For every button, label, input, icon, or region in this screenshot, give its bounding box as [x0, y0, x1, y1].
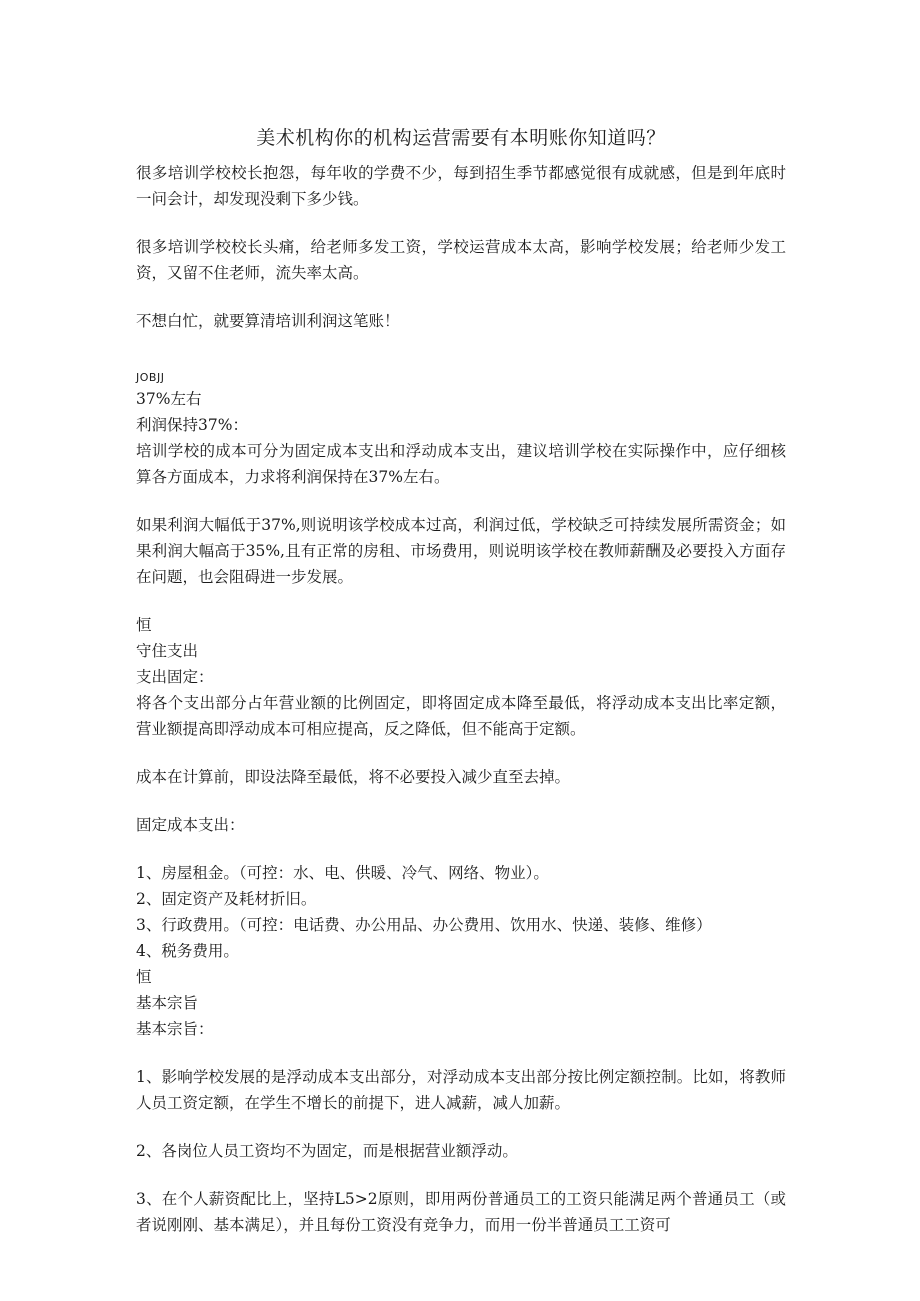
spacer [136, 490, 786, 512]
paragraph-intro-complaint: 很多培训学校校长抱怨，每年收的学费不少，每到招生季节都感觉很有成就感，但是到年底时一问会计，却发现没剩下多少钱。 [136, 164, 786, 208]
heading-37-percent: 37%左右 [136, 390, 202, 408]
spacer [136, 790, 786, 812]
section-marker-heng: 恒 [136, 968, 152, 986]
document-page [136, 126, 786, 1238]
spacer [136, 286, 786, 308]
heading-basic-principle: 基本宗旨 [136, 994, 199, 1012]
paragraph-minimize-cost: 成本在计算前，即设法降至最低，将不必要投入减少直至去掉。 [136, 768, 571, 786]
spacer [136, 212, 786, 234]
paragraph-intro-headache: 很多培训学校校长头痛，给老师多发工资，学校运营成本太高，影响学校发展；给老师少发工资，又留不住老师，流失率太高。 [136, 238, 786, 282]
section-marker-heng: 恒 [136, 616, 152, 634]
spacer [136, 590, 786, 612]
list-item: 1、房屋租金。（可控：水、电、供暖、冷气、网络、物业）。 [136, 864, 549, 882]
document-title: 美术机构你的机构运营需要有本明账你知道吗？ [256, 127, 666, 149]
list-item: 4、税务费用。 [136, 942, 239, 960]
heading-zhichu-guding: 支出固定： [136, 668, 214, 686]
section-label-jobjj: JOBJJ [136, 371, 165, 384]
paragraph-intro-callout: 不想白忙，就要算清培训利润这笔账！ [136, 312, 400, 330]
spacer [136, 742, 786, 764]
list-item: 3、行政费用。（可控：电话费、办公用品、办公费用、饮用水、快递、装修、维修） [136, 916, 712, 934]
paragraph-fixed-ratio: 将各个支出部分占年营业额的比例固定，即将固定成本降至最低，将浮动成本支出比率定额，营业额提高即浮动成本可相应提高，反之降低，但不能高于定额。 [136, 694, 786, 738]
paragraph-principle-2: 2、各岗位人员工资均不为固定，而是根据营业额浮动。 [136, 1142, 518, 1160]
spacer [136, 334, 786, 370]
heading-shouzhu-zhichu: 守住支出 [136, 642, 199, 660]
paragraph-principle-1: 1、影响学校发展的是浮动成本支出部分，对浮动成本支出部分按比例定额控制。比如，将教师人员工资定额，在学生不增长的前提下，进人减薪，减人加薪。 [136, 1068, 786, 1112]
heading-basic-principle-colon: 基本宗旨： [136, 1020, 214, 1038]
spacer [136, 1116, 786, 1138]
paragraph-profit-analysis: 如果利润大幅低于37%,则说明该学校成本过高，利润过低，学校缺乏可持续发展所需资金；如果利润大幅高于35%,且有正常的房租、市场费用，则说明该学校在教师薪酬及必要投入方面存在问题，也会阻碍进一步发展。 [136, 516, 786, 586]
heading-profit-37: 利润保持37%： [136, 416, 248, 434]
paragraph-principle-3: 3、在个人薪资配比上，坚持L5>2原则，即用两份普通员工的工资只能满足两个普通员工（或者说刚刚、基本满足），并且每份工资没有竞争力，而用一份半普通员工工资可 [136, 1190, 786, 1234]
spacer [136, 1164, 786, 1186]
spacer [136, 1042, 786, 1064]
spacer [136, 838, 786, 860]
heading-fixed-cost: 固定成本支出： [136, 816, 245, 834]
paragraph-cost-breakdown: 培训学校的成本可分为固定成本支出和浮动成本支出，建议培训学校在实际操作中，应仔细核算各方面成本，力求将利润保持在37%左右。 [136, 442, 786, 486]
list-item: 2、固定资产及耗材折旧。 [136, 890, 317, 908]
